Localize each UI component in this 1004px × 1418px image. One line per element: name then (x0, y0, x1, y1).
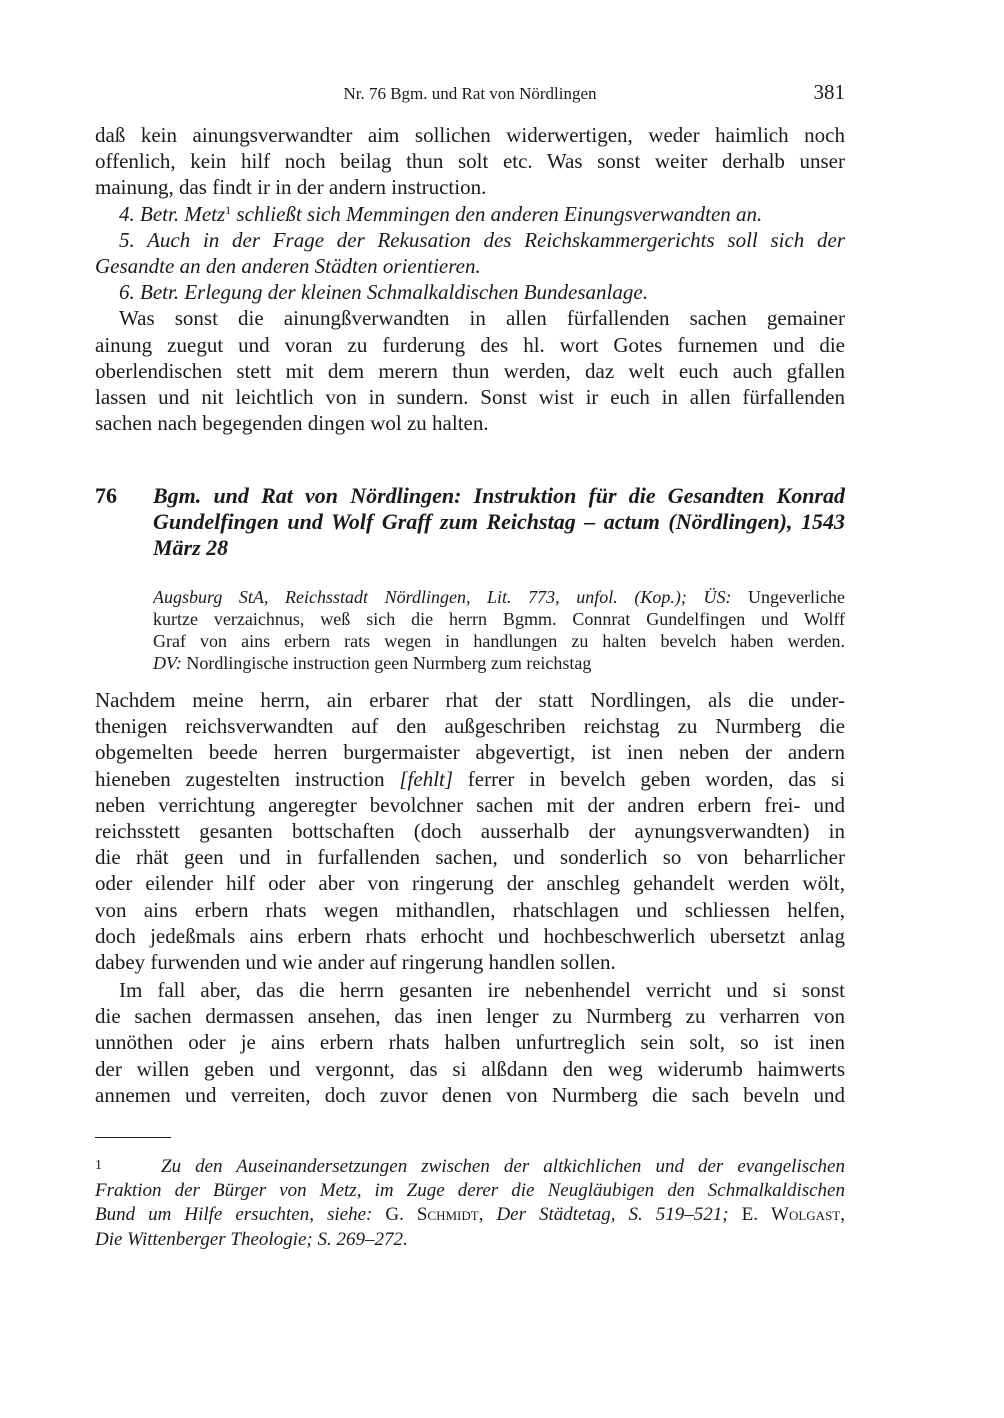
text-segment: , (478, 1204, 497, 1226)
text-segment: März 28 (153, 535, 229, 560)
text-segment: Fraktion der Bürger von Metz, im Zuge derer die Neugläubigen den Schmalkaldischen (95, 1179, 845, 1201)
text-segment: E. (728, 1204, 772, 1226)
text-line (95, 1228, 845, 1253)
text-segment: Die Wittenberger Theologie; S. 269–272. (95, 1229, 408, 1251)
text-line (153, 535, 845, 561)
text-segment: neben verrichtung angeregter bevolchner sachen mit der andren erbern frei- und (95, 792, 845, 817)
text-line (95, 1003, 845, 1029)
page-number: 381 (813, 80, 845, 104)
text-segment: reichsstett gesanten bottschaften (doch ausserhalb der aynungsverwandten) in (95, 818, 845, 843)
text-segment: Bund um Hilfe ersuchten, siehe: (95, 1204, 373, 1226)
text-segment: schließt sich Memmingen den anderen Einungsverwandten an. (231, 201, 763, 226)
text-segment: Der Städtetag, S. 519–521; (496, 1204, 729, 1226)
footnote-reference: 1 (225, 202, 232, 217)
running-title: Nr. 76 Bgm. und Rat von Nördlingen (343, 84, 597, 103)
footnote-rule (95, 1137, 171, 1138)
text-segment: Nachdem meine herrn, ain erbarer rhat der statt Nordlingen, als die under- (95, 688, 845, 712)
text-line (95, 201, 845, 227)
text-segment: Im fall aber, das die herrn gesanten ire nebenhendel verricht und si sonst (119, 978, 845, 1002)
text-segment: G. (372, 1204, 417, 1226)
text-segment: Augsburg StA, Reichsstadt Nördlingen, Lit. 773, unfol. (Kop.); ÜS: (153, 587, 732, 607)
text-line (95, 1082, 845, 1108)
text-line (95, 1029, 845, 1055)
source-note (153, 586, 845, 674)
text-line (153, 509, 845, 535)
running-header (95, 80, 845, 108)
text-segment: ferrer in bevelch geben worden, das si (453, 766, 845, 791)
text-segment: thenigen reichsverwandten auf den außgeschriben reichstag zu Nurmberg die (95, 714, 845, 739)
text-segment: Ungeverliche (731, 587, 845, 607)
text-line (95, 713, 845, 739)
text-segment: mainung, das findt ir in der andern instruction. (95, 175, 487, 200)
text-segment: annemen und verreiten, doch zuvor denen von Nurmberg die sach beveln und (95, 1082, 845, 1107)
text-segment: Zu den Auseinandersetzungen zwischen der altkichlichen und der evangelischen (161, 1156, 845, 1177)
text-line (95, 792, 845, 818)
text-segment: daß kein ainungsverwandter aim sollichen widerwertigen, weder haimlich noch (95, 123, 845, 147)
text-line (95, 1056, 845, 1082)
text-line (95, 122, 845, 148)
text-segment: hieneben zugestelten instruction (95, 766, 400, 791)
text-line (95, 148, 845, 174)
text-line (95, 332, 845, 358)
text-segment: offenlich, kein hilf noch beilag thun solt etc. Was sonst weiter derhalb unser (95, 149, 845, 174)
text-segment: die rhät geen und in furfallenden sachen, und sonderlich so von beharrlicher (95, 845, 845, 870)
text-line (95, 384, 845, 410)
text-segment: Gundelfingen und Wolf Graff zum Reichstag – actum (Nördlingen), 1543 (153, 509, 845, 534)
text-line (95, 279, 845, 305)
text-line (95, 358, 845, 384)
text-segment: der willen geben und vergonnt, das si alßdann den weg widerumb haimwerts (95, 1056, 845, 1081)
text-line (95, 949, 845, 975)
footnote (95, 1154, 845, 1253)
text-line (153, 608, 845, 630)
text-segment: unnöthen oder je ains erbern rhats halben unfurtreglich sein solt, so ist inen (95, 1030, 845, 1055)
text-segment: 6. Betr. Erlegung der kleinen Schmalkaldischen Bundesanlage. (119, 280, 648, 305)
text-line (95, 766, 845, 792)
text-segment: sachen nach begegenden dingen wol zu halten. (95, 411, 489, 436)
text-segment: Was sonst die ainungßverwandten in allen fürfallenden sachen gemainer (119, 306, 845, 331)
text-segment: kurtze verzaichnus, weß sich die herrn Bgmm. Connrat Gundelfingen und Wolff (153, 609, 845, 629)
text-line (153, 652, 845, 674)
text-segment: lassen und nit leichtlich von in sundern. Sonst wist ir euch in allen fürfallenden (95, 384, 845, 409)
text-segment: Bgm. und Rat von Nördlingen: Instruktion für die Gesandten Konrad (153, 483, 845, 508)
body-paragraph-2 (95, 977, 845, 1108)
text-segment: Nordlingische instruction geen Nurmberg zum reichstag (181, 653, 592, 673)
text-line (95, 739, 845, 765)
text-segment: Gesandte an den anderen Städten orientieren. (95, 253, 481, 278)
text-line (95, 1179, 845, 1204)
text-segment: , (840, 1204, 845, 1226)
text-line (95, 977, 845, 1003)
footnote-number: 1 (95, 1158, 102, 1173)
text-line (153, 630, 845, 652)
text-line (95, 818, 845, 844)
text-segment: ainung zuegut und voran zu furderung des hl. wort Gotes furnemen und die (95, 332, 845, 357)
text-line (95, 844, 845, 870)
text-line (95, 1154, 845, 1179)
text-line (95, 174, 845, 200)
intro-paragraphs (95, 122, 845, 436)
text-segment: oder eilender hilf oder aber von ringerung der anschleg gehandelt werden wölt, (95, 871, 845, 896)
document-heading (153, 483, 845, 561)
text-segment: [fehlt] (399, 766, 454, 791)
text-segment: DV: (153, 653, 182, 673)
text-segment: Graf von ains erbern rats wegen in handlungen zu halten bevelch haben werden. (153, 631, 845, 651)
text-line (153, 483, 845, 509)
text-line (95, 410, 845, 436)
text-line (95, 253, 845, 279)
text-segment: 4. Betr. Metz (119, 201, 226, 226)
text-segment: doch jedeßmals ains erbern rhats erhocht und hochbeschwerlich ubersetzt anlag (95, 923, 845, 948)
text-segment: 5. Auch in der Frage der Rekusation des Reichskammergerichts soll sich der (119, 227, 845, 252)
text-segment: obgemelten beede herren burgermaister abgevertigt, ist inen neben der andern (95, 740, 845, 765)
text-segment: Schmidt (416, 1204, 479, 1226)
document-number: 76 (95, 483, 117, 508)
text-segment: Wolgast (771, 1204, 841, 1226)
text-segment: oberlendischen stett mit dem merern thun werden, daz welt euch auch gfallen (95, 358, 845, 383)
text-line (95, 1203, 845, 1228)
text-line (95, 923, 845, 949)
text-segment: die sachen dermassen ansehen, das inen lenger zu Nurmberg zu verharren von (95, 1004, 845, 1029)
text-line (95, 227, 845, 253)
body-paragraph-1 (95, 687, 845, 975)
text-line (95, 687, 845, 713)
text-line (153, 586, 845, 608)
text-line (95, 305, 845, 331)
text-segment: dabey furwenden und wie ander auf ringerung handlen sollen. (95, 949, 616, 974)
text-segment: von ains erbern rhats wegen mithandlen, rhatschlagen und schliessen helfen, (95, 897, 845, 922)
text-line (95, 897, 845, 923)
text-line (95, 870, 845, 896)
